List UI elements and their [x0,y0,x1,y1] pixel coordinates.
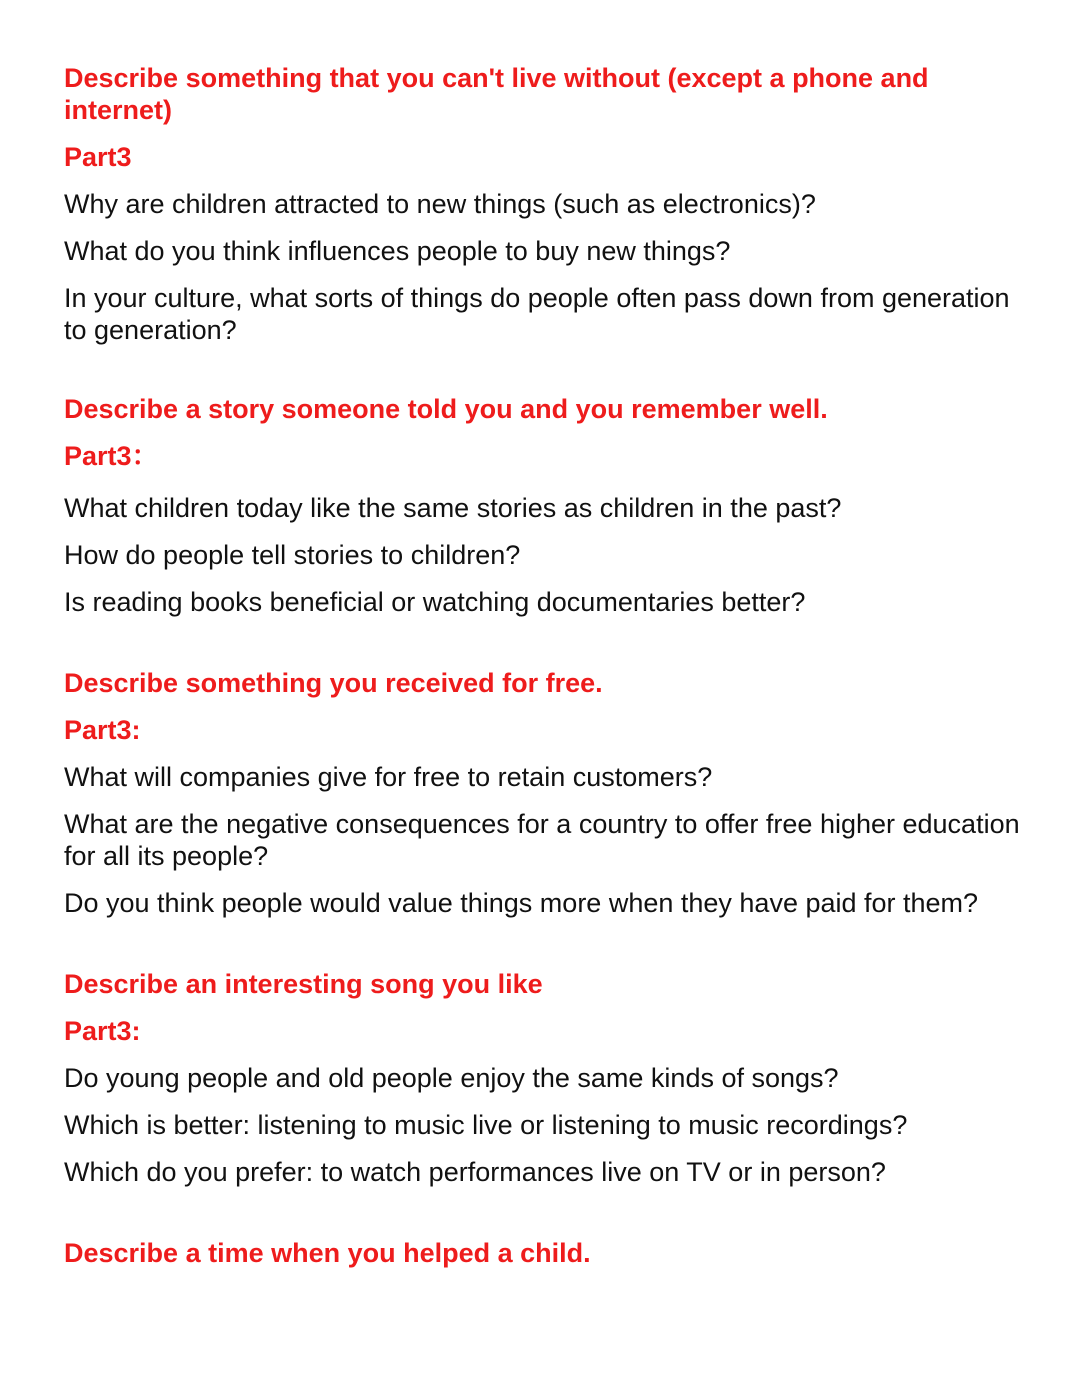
topic-section [64,667,1039,919]
question-item: What do you think influences people to buy new things? [64,236,731,266]
document-page [64,62,1039,1284]
topic-heading: Describe a time when you helped a child. [64,1238,591,1268]
question-item: What children today like the same stories as children in the past? [64,493,842,523]
topic-section [64,62,1039,346]
question-item: Is reading books beneficial or watching documentaries better? [64,587,806,617]
question-item: Do you think people would value things more when they have paid for them? [64,888,979,918]
question-item: In your culture, what sorts of things do people often pass down from generation to generation? [64,283,1010,345]
part-label: Part3 [64,142,132,172]
topic-section [64,1237,1039,1269]
question-item: Which is better: listening to music live or listening to music recordings? [64,1110,908,1140]
topic-section [64,393,1039,618]
question-item: Which do you prefer: to watch performances live on TV or in person? [64,1157,886,1187]
part-label: Part3: [64,715,141,745]
topic-section [64,968,1039,1188]
topic-heading: Describe something that you can't live without (except a phone and internet) [64,63,929,125]
question-item: How do people tell stories to children? [64,540,521,570]
topic-heading: Describe something you received for free. [64,668,603,698]
topic-heading: Describe a story someone told you and you remember well. [64,394,828,424]
part-label: Part3: [64,1016,141,1046]
question-item: What will companies give for free to retain customers? [64,762,713,792]
question-item: Do young people and old people enjoy the same kinds of songs? [64,1063,839,1093]
topic-heading: Describe an interesting song you like [64,969,543,999]
question-item: What are the negative consequences for a country to offer free higher education for all its people? [64,809,1020,871]
part-label: Part3： [64,441,159,471]
question-item: Why are children attracted to new things (such as electronics)? [64,189,816,219]
